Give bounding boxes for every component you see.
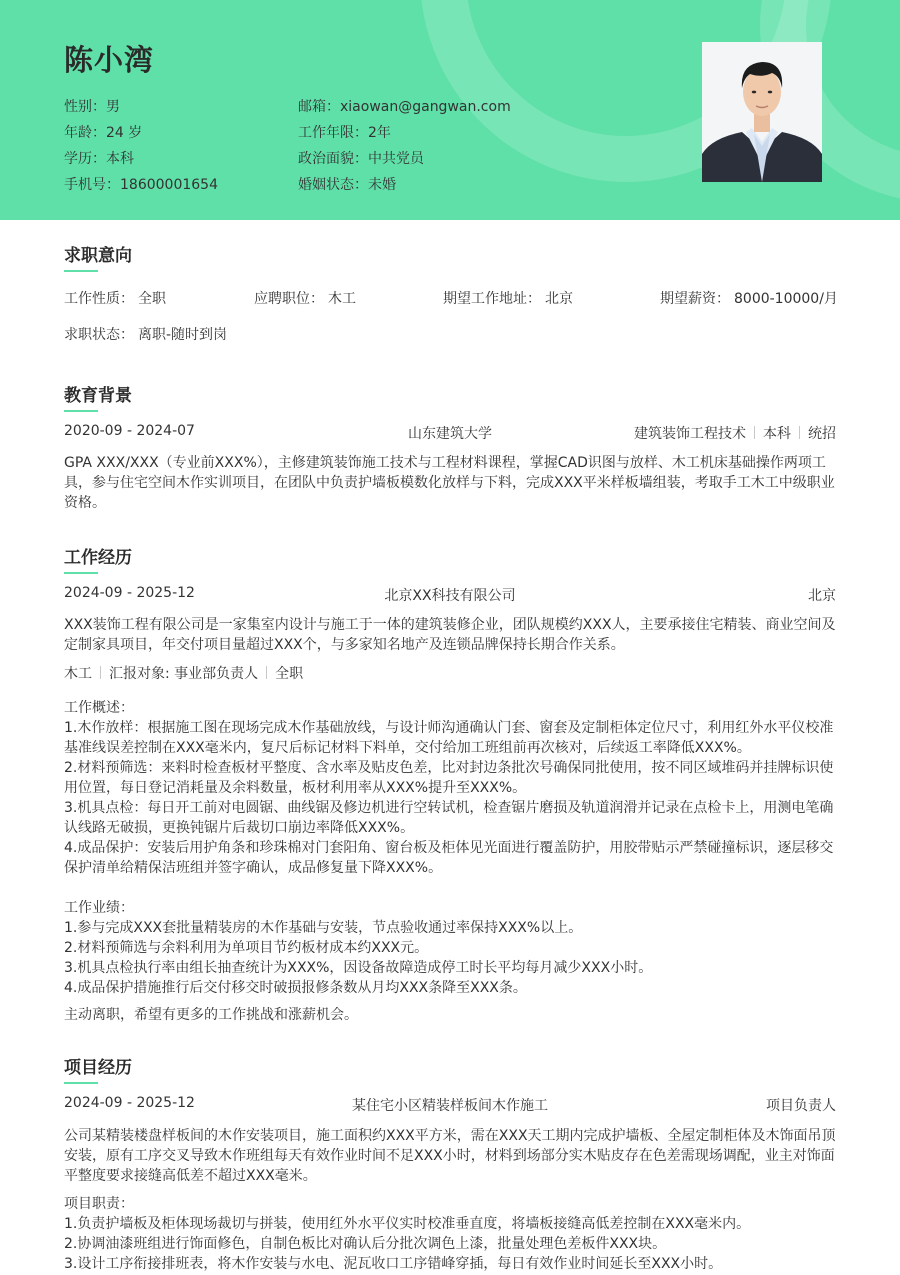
work-years-row <box>298 122 391 142</box>
age-value: 24 岁 <box>106 125 143 141</box>
candidate-name: 陈小湾 <box>64 43 155 77</box>
political-status-label: 政治面貌： <box>298 151 368 167</box>
work-overview-item: 2.材料预筛选：来料时检查板材平整度、含水率及贴皮色差，比对封边条批次号确保同批使用，按不同区域堆码并挂牌标识使用位置，每日登记消耗量及余料数量，板材利用率从XXX%提升至XXX%。 <box>64 760 834 796</box>
salary-label: 期望薪资： <box>660 291 730 307</box>
age-label: 年龄： <box>64 125 106 141</box>
company-name: 北京XX科技有限公司 <box>384 588 516 604</box>
work-overview-label: 工作概述： <box>64 700 134 716</box>
project-name: 某住宅小区精装样板间木作施工 <box>352 1098 548 1114</box>
job-type-label: 工作性质： <box>64 291 134 307</box>
divider <box>266 666 267 679</box>
work-years-label: 工作年限： <box>298 125 368 141</box>
role: 木工 <box>64 666 92 682</box>
section-underline <box>64 1082 98 1084</box>
work-overview-item: 4.成品保护：安装后用护角条和珍珠棉对门套阳角、窗台板及柜体见光面进行覆盖防护，用胶带贴示严禁碰撞标识，逐层移交保护清单给精保洁班组并签字确认，成品修复量下降XXX%。 <box>64 840 834 876</box>
job-type-field <box>64 288 166 308</box>
location-value: 北京 <box>545 291 573 307</box>
job-status-field <box>64 324 227 344</box>
divider <box>799 426 800 439</box>
education-level-value: 本科 <box>106 151 134 167</box>
location-label: 期望工作地址： <box>443 291 541 307</box>
position-field <box>254 288 356 308</box>
position-value: 木工 <box>328 291 356 307</box>
phone-label: 手机号： <box>64 177 120 193</box>
salary-field <box>660 288 838 308</box>
position-label: 应聘职位： <box>254 291 324 307</box>
gender-label: 性别： <box>64 99 106 115</box>
resume-header <box>0 0 900 220</box>
phone-value: 18600001654 <box>120 177 218 193</box>
gender-row <box>64 96 120 116</box>
work-years-value: 2年 <box>368 125 391 141</box>
section-title-education: 教育背景 <box>64 386 132 406</box>
project-duty-item: 1.负责护墙板及柜体现场裁切与拼装，使用红外水平仪实时校准垂直度，将墙板接缝高低差控制在XXX毫米内。 <box>64 1216 751 1232</box>
political-status-row <box>298 148 424 168</box>
employment-type: 全职 <box>275 666 304 682</box>
education-period: 2020-09 - 2024-07 <box>64 423 195 439</box>
job-type-value: 全职 <box>138 291 166 307</box>
project-duty-item: 2.协调油漆班组进行饰面修色，自制色板比对确认后分批次调色上漆，批量处理色差板件XXX块。 <box>64 1236 667 1252</box>
email-row <box>298 96 511 116</box>
job-status-label: 求职状态： <box>64 327 134 343</box>
work-result-item: 2.材料预筛选与余料利用为单项目节约板材成本约XXX元。 <box>64 940 429 956</box>
divider <box>100 666 101 679</box>
education-description: GPA XXX/XXX（专业前XXX%），主修建筑装饰施工技术与工程材料课程，掌握CAD识图与放样、木工机床基础操作两项工具，参与住宅空间木作实训项目，在团队中负责护墙板模数化放样与下料，完成XXX平米样板墙组装，考取手工木工中级职业资格。 <box>64 455 835 511</box>
work-overview-item: 3.机具点检：每日开工前对电圆锯、曲线锯及修边机进行空转试机，检查锯片磨损及轨道润滑并记录在点检卡上，用测电笔确认线路无破损，更换钝锯片后裁切口崩边率降低XXX%。 <box>64 800 834 836</box>
portrait-illustration <box>702 42 822 182</box>
education-details <box>560 423 836 443</box>
work-result-item: 1.参与完成XXX套批量精装房的木作基础与安装，节点验收通过率保持XXX%以上。 <box>64 920 583 936</box>
school-name: 山东建筑大学 <box>408 426 492 442</box>
company-description: XXX装饰工程有限公司是一家集室内设计与施工于一体的建筑装修企业，团队规模约XXX人，主要承接住宅精装、商业空间及定制家具项目，年交付项目量超过XXX个，与多家知名地产及连锁品牌保持长期合作关系。 <box>64 617 836 653</box>
education-level-row <box>64 148 134 168</box>
section-title-project: 项目经历 <box>64 1058 132 1078</box>
role-details <box>64 663 303 683</box>
salary-value: 8000-10000/月 <box>734 291 838 307</box>
section-underline <box>64 572 98 574</box>
age-row <box>64 122 142 142</box>
section-title-work: 工作经历 <box>64 548 132 568</box>
work-result-item: 4.成品保护措施推行后交付移交时破损报修条数从月均XXX条降至XXX条。 <box>64 980 527 996</box>
marital-status-label: 婚姻状态： <box>298 177 368 193</box>
project-duties-label: 项目职责： <box>64 1196 134 1212</box>
phone-row <box>64 174 218 194</box>
gender-value: 男 <box>106 99 120 115</box>
section-underline <box>64 410 98 412</box>
email-value: xiaowan@gangwan.com <box>340 99 511 115</box>
marital-status-row <box>298 174 396 194</box>
profile-photo <box>702 42 822 182</box>
enrollment-mode: 统招 <box>808 426 836 442</box>
marital-status-value: 未婚 <box>368 177 396 193</box>
project-duty-item: 3.设计工序衔接排班表，将木作安装与水电、泥瓦收口工序错峰穿插，每日有效作业时间延长至XXX小时。 <box>64 1256 723 1272</box>
work-overview-item: 1.木作放样：根据施工图在现场完成木作基础放线，与设计师沟通确认门套、窗套及定制柜体定位尺寸，利用红外水平仪校准基准线误差控制在XXX毫米内，复尺后标记材料下料单，交付给加工班组前再次核对，后续返工率降低XXX%。 <box>64 720 834 756</box>
education-level-label: 学历： <box>64 151 106 167</box>
work-result-item: 3.机具点检执行率由组长抽查统计为XXX%，因设备故障造成停工时长平均每月减少XXX小时。 <box>64 960 653 976</box>
location-field <box>443 288 573 308</box>
project-description: 公司某精装楼盘样板间的木作安装项目，施工面积约XXX平方米，需在XXX天工期内完成护墙板、全屋定制柜体及木饰面吊顶安装，原有工序交叉导致木作班组每天有效作业时间不足XXX小时，材料到场部分实木贴皮存在色差需现场调配，业主对饰面平整度要求接缝高低差不超过XXX毫米。 <box>64 1128 836 1184</box>
degree: 本科 <box>763 426 791 442</box>
leave-reason: 主动离职，希望有更多的工作挑战和涨薪机会。 <box>64 1007 358 1023</box>
section-underline <box>64 270 98 272</box>
divider <box>754 426 755 439</box>
job-status-value: 离职-随时到岗 <box>138 327 228 343</box>
section-title-intent: 求职意向 <box>64 246 132 266</box>
email-label: 邮箱： <box>298 99 340 115</box>
project-role: 项目负责人 <box>766 1098 836 1114</box>
work-city: 北京 <box>808 588 836 604</box>
work-period: 2024-09 - 2025-12 <box>64 585 195 601</box>
political-status-value: 中共党员 <box>368 151 424 167</box>
major: 建筑装饰工程技术 <box>634 426 746 442</box>
report-to: 汇报对象: 事业部负责人 <box>109 666 259 682</box>
project-period: 2024-09 - 2025-12 <box>64 1095 195 1111</box>
work-results-label: 工作业绩： <box>64 900 134 916</box>
